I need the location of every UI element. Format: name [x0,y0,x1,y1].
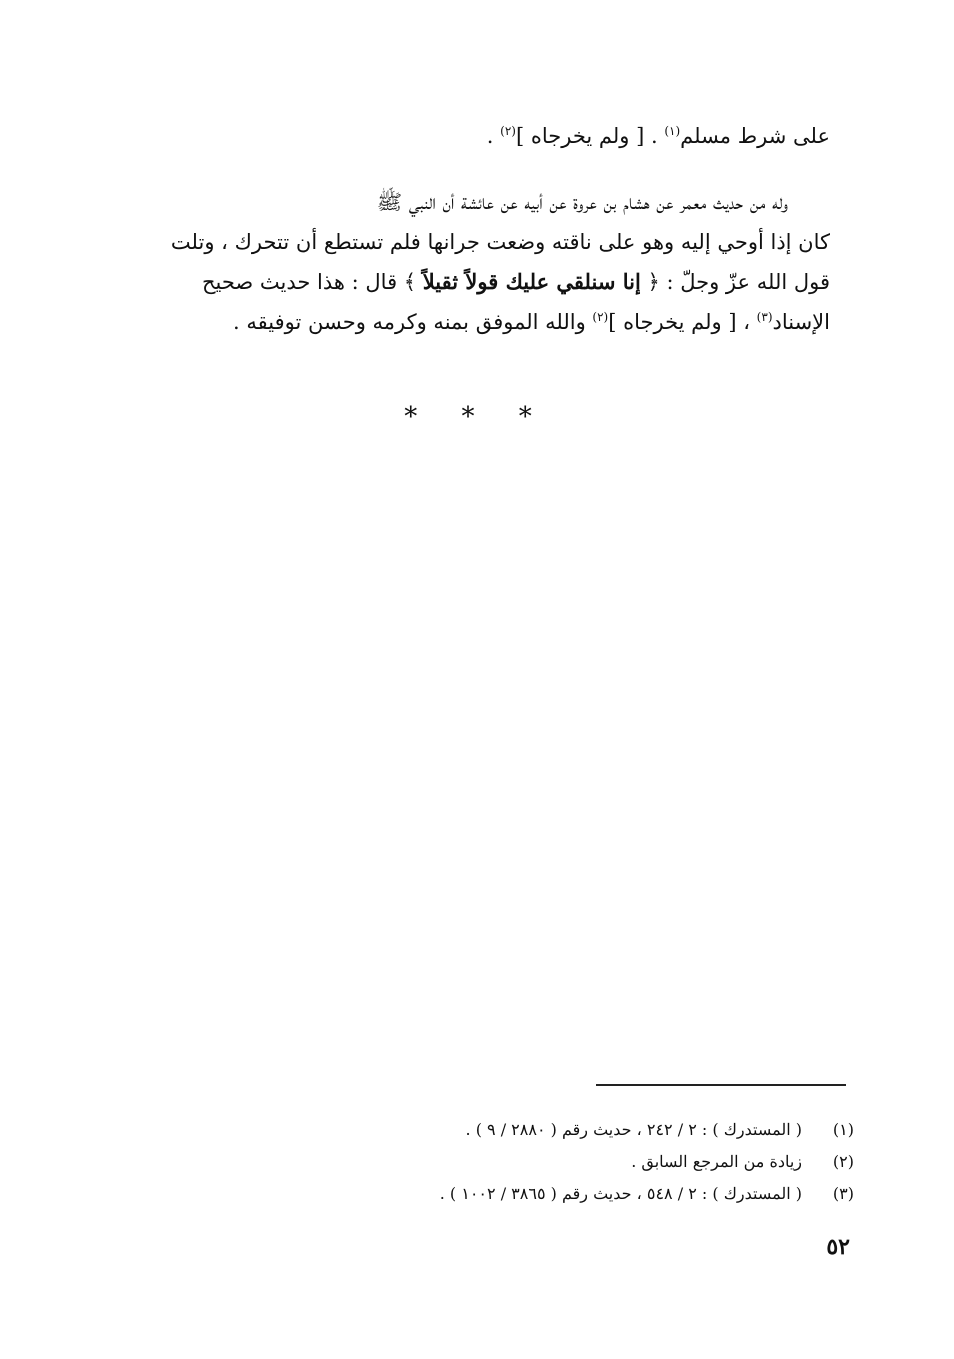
footnote-ref-3: (٣) [756,310,773,324]
section-separator: * * * [404,402,550,432]
paragraph-2 [110,182,830,342]
page-number: ٥٢ [826,1234,850,1260]
footnote-ref-2: (٢) [592,310,609,324]
paragraph-2-line-1: وله من حديث معمر عن هشام بن عروة عن أبيه عن عائشة أن النبي ﷺ [376,190,788,214]
paragraph-1 [110,116,830,156]
footnote-text: ( المستدرك ) : ٢ / ٢٤٢ ، حديث رقم ( ٢٨٨٠ / ٩ ) . [465,1120,802,1139]
footnote-divider [596,1084,846,1086]
footnote-text: زيادة من المرجع السابق . [631,1152,802,1171]
footnote-item [334,1114,854,1146]
text-segment: . [ ولم يخرجاه ] [515,124,665,148]
footnote-text: ( المستدرك ) : ٢ / ٥٤٨ ، حديث رقم ( ٣٨٦٥ / ١٠٠٢ ) . [439,1184,802,1203]
quran-verse: إنا سنلقي عليك قولاً ثقيلاً [422,269,641,294]
paragraph-2-line-3 [110,262,830,302]
paragraph-1-line-1 [110,116,830,156]
text-segment: والله الموفق بمنه وكرمه وحسن توفيقه . [233,310,593,334]
footnote-number: (١) [832,1120,854,1139]
footnote-ref-2: (٢) [500,124,516,138]
text-segment: . [486,124,501,148]
footnote-item [334,1178,854,1210]
footnote-item [334,1146,854,1178]
text-segment: قول الله عزّ وجلّ : ﴿ [640,270,830,294]
text-segment: على شرط مسلم [680,124,830,148]
text-segment: الإسناد [772,310,830,334]
paragraph-2-line-4 [110,302,830,342]
paragraph-2-line-2: كان إذا أوحي إليه وهو على ناقته وضعت جرانها فلم تستطع أن تتحرك ، وتلت [170,230,830,254]
footnote-number: (٢) [832,1152,854,1171]
text-segment: ، [ ولم يخرجاه ] [608,310,757,334]
text-segment: ﴾ قال : هذا حديث صحيح [201,270,423,294]
footnote-ref-1: (١) [664,124,681,138]
footnotes [334,1114,854,1210]
footnote-number: (٣) [832,1184,854,1203]
